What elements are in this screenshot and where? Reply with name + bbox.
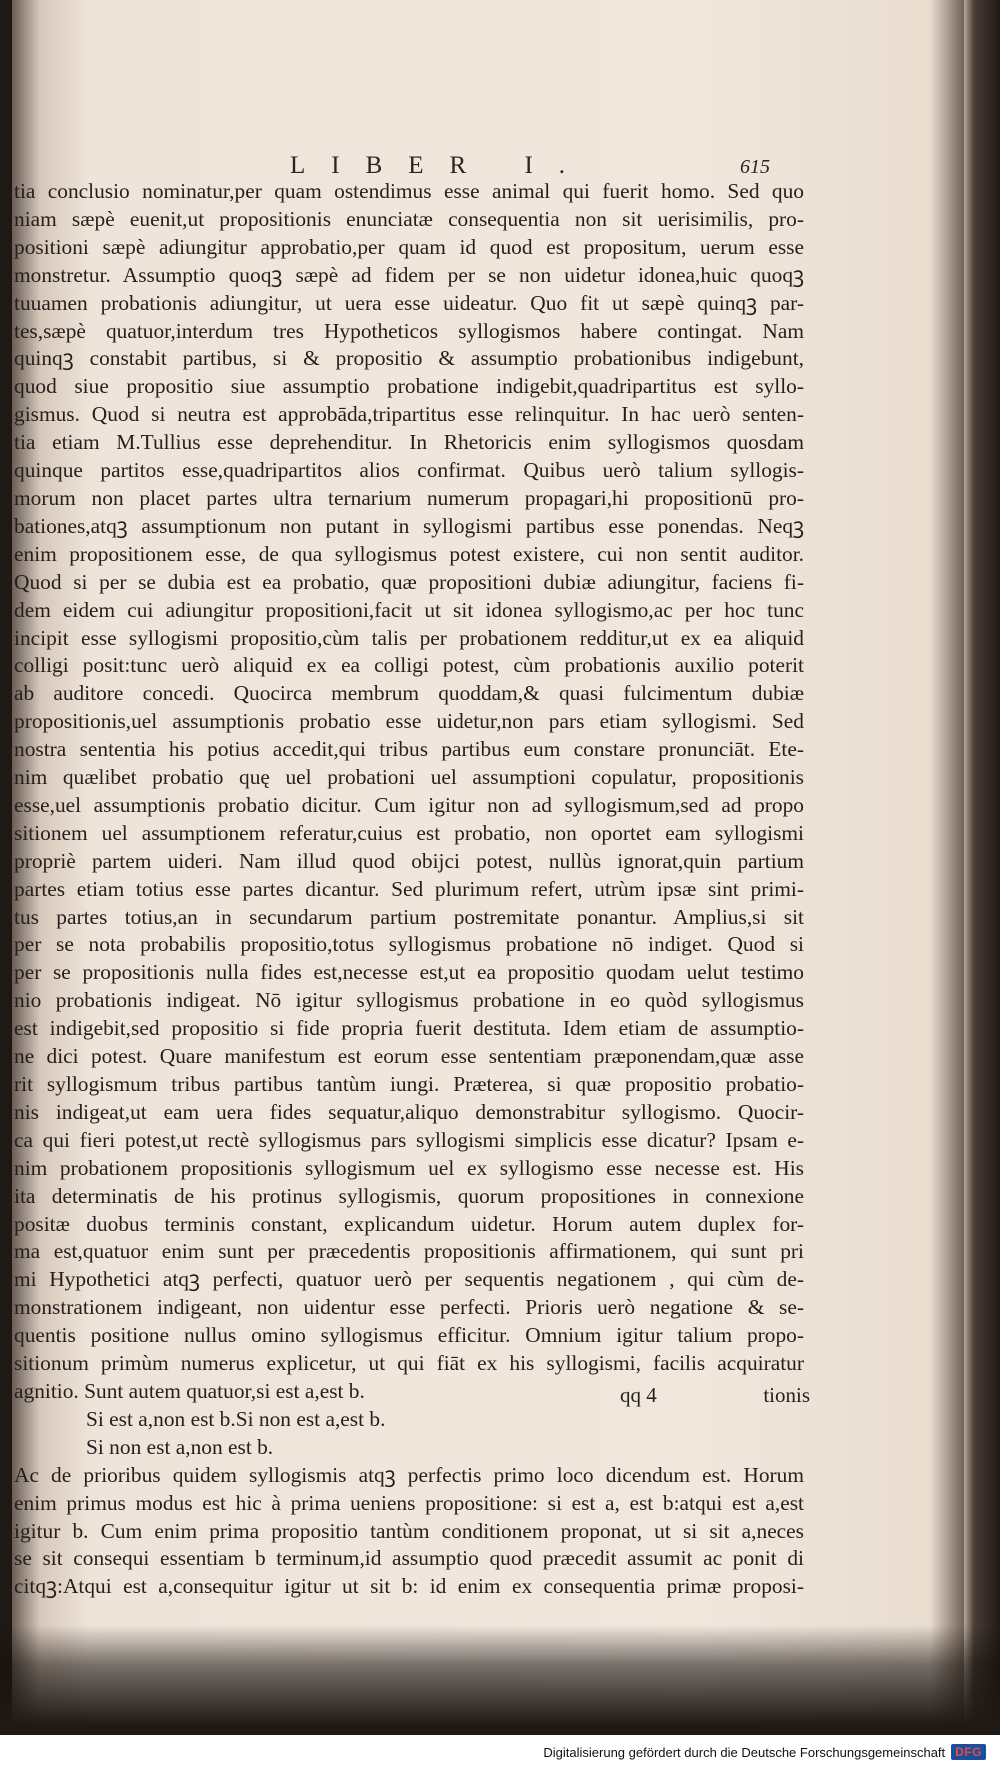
text-line: dem eidem cui adiungitur propositioni,facit ut sit idonea syllogismo,ac per hoc tunc	[14, 597, 804, 622]
text-line: nostra sententia his potius accedit,qui tribus partibus eum constare pronunciāt. Ete-	[14, 737, 804, 762]
text-line: tuuamen probationis adiungitur, ut uera esse uideatur. Quo fit ut sæpè quinqꝫ par-	[14, 290, 804, 315]
text-line: ma est,quatuor enim sunt per præcedentis propositionis affirmationem, qui sunt pri	[14, 1239, 804, 1264]
text-line: enim primus modus est hic à prima ueniens propositione: si est a, est b:atqui est a,est	[14, 1490, 804, 1515]
text-line: gismus. Quod si neutra est approbāda,tripartitus esse relinquitur. In hac uerò senten-	[14, 402, 804, 427]
text-line: sitionem uel assumptionem referatur,cuius est probatio, non oportet eam syllogismi	[14, 820, 804, 845]
formula-line: Si est a,non est b.Si non est a,est b.	[86, 1406, 386, 1431]
text-line: niam sæpè euenit,ut propositionis enunciatæ consequentia non sit uerisimilis, pro-	[14, 206, 804, 231]
text-line: quinque partitos esse,quadripartitos alios confirmat. Quibus uerò talium syllogis-	[14, 458, 804, 483]
text-line: esse,uel assumptionis probatio dicitur. Cum igitur non ad syllogismum,sed ad propo	[14, 792, 804, 817]
funding-text: Digitalisierung gefördert durch die Deutsche Forschungsgemeinschaft	[543, 1744, 946, 1760]
text-line: enim propositionem esse, de qua syllogismus potest existere, cui non sentit auditor.	[14, 541, 804, 566]
text-line: partes etiam totius esse partes dicantur. Sed plurimum refert, utrùm ipsæ sint primi-	[14, 876, 804, 901]
text-line: est indigebit,sed propositio si fide propria fuerit destituta. Idem etiam de assumptio-	[14, 1016, 804, 1041]
text-line: tus partes totius,an in secundarum partium postremitate ponantur. Amplius,si sit	[14, 904, 804, 929]
text-line: tia etiam M.Tullius esse deprehenditur. In Rhetoricis enim syllogismos quosdam	[14, 430, 804, 455]
text-line: quinqꝫ constabit partibus, si & propositio & assumptio probationibus indigebunt,	[14, 346, 804, 371]
text-line: propositionis,uel assumptionis probatio esse uidetur,non pars etiam syllogismi. Sed	[14, 709, 804, 734]
text-line: nis indigeat,ut eam uera fides sequatur,aliquo demonstrabitur syllogismo. Quocir-	[14, 1099, 804, 1124]
text-line: nim probationem propositionis syllogismum uel ex syllogismo esse necesse est. His	[14, 1155, 804, 1180]
text-line: propriè partem uideri. Nam illud quod obijci potest, nullùs ignorat,quin partium	[14, 848, 804, 873]
text-line: positæ duobus terminis constant, explicandum uidetur. Horum autem duplex for-	[14, 1211, 804, 1236]
scan-bottom-shadow	[0, 1625, 1000, 1735]
text-line: tia conclusio nominatur,per quam ostendimus esse animal qui fuerit homo. Sed quo	[14, 179, 804, 203]
formula-line: Si non est a,non est b.	[86, 1434, 274, 1459]
text-line: ab auditore concedi. Quocirca membrum quoddam,& quasi fulcimentum dubiæ	[14, 681, 804, 706]
text-line: colligi posit:tunc uerò aliquid ex ea colligi potest, cùm probationis auxilio poterit	[14, 653, 804, 678]
signature-mark: qq 4	[620, 1383, 657, 1407]
text-line: igitur b. Cum enim prima propositio tantùm conditionem proponat, ut si sit a,neces	[14, 1518, 804, 1543]
dfg-logo: DFG	[951, 1744, 986, 1760]
text-line: monstretur. Assumptio quoqꝫ sæpè ad fidem per se non uidetur idonea,huic quoqꝫ	[14, 262, 804, 287]
funding-footer	[0, 1735, 1000, 1769]
running-head: LIBER I.	[290, 152, 592, 179]
text-line: ca qui fieri potest,ut rectè syllogismus pars syllogismi simplicis esse dicatur? Ipsam e-	[14, 1127, 804, 1152]
page-number: 615	[740, 156, 770, 178]
catchword: tionis	[763, 1383, 810, 1407]
text-line: per se nota probabilis propositio,totus syllogismus probatione nō indiget. Quod si	[14, 932, 804, 957]
text-line: quod siue propositio siue assumptio probatione indigebit,quadripartitus est syllo-	[14, 374, 804, 399]
text-line: sitionum primùm numerus explicetur, ut qui fiāt ex his syllogismi, facilis acquiratur	[14, 1351, 804, 1376]
text-line: per se propositionis nulla fides est,necesse est,ut ea propositio quodam uelut testimo	[14, 960, 804, 985]
text-line: ita determinatis de his protinus syllogismis, quorum propositiones in connexione	[14, 1183, 804, 1208]
text-line: citqꝫ:Atqui est a,consequitur igitur ut sit b: id enim ex consequentia primæ proposi-	[14, 1574, 804, 1599]
text-line: positioni sæpè adiungitur approbatio,per quam id quod est propositum, uerum esse	[14, 234, 804, 259]
text-line: ne dici potest. Quare manifestum est eorum esse sententiam præponendam,quæ asse	[14, 1044, 804, 1069]
text-line: Ac de prioribus quidem syllogismis atqꝫ perfectis primo loco dicendum est. Horum	[14, 1462, 804, 1487]
text-line: morum non placet partes ultra ternarium numerum propagari,hi propositionū pro-	[14, 485, 804, 510]
text-line: nio probationis indigeat. Nō igitur syllogismus probatione in eo quòd syllogismus	[14, 988, 804, 1013]
page-edge	[964, 0, 1000, 1769]
text-line: tes,sæpè quatuor,interdum tres Hypotheticos syllogismos habere contingat. Nam	[14, 318, 804, 343]
text-line: agnitio. Sunt autem quatuor,si est a,est b.	[14, 1378, 365, 1403]
text-line: incipit esse syllogismi propositio,cùm talis per probationem redditur,ut ex ea aliquid	[14, 625, 804, 650]
text-line: bationes,atqꝫ assumptionum non putant in syllogismi partibus esse ponendas. Neqꝫ	[14, 513, 804, 538]
text-line: se sit consequi essentiam b terminum,id assumptio quod præcedit assumit ac ponit di	[14, 1546, 804, 1571]
text-line: monstrationem indigeant, non uidentur esse perfecti. Prioris uerò negatione & se-	[14, 1295, 804, 1320]
catchwords-line	[620, 1383, 810, 1408]
text-line: Quod si per se dubia est ea probatio, quæ propositioni dubiæ adiungitur, faciens fi-	[14, 569, 804, 594]
book-gutter	[0, 0, 12, 1769]
text-line: mi Hypothetici atqꝫ perfecti, quatuor uerò per sequentis negationem , qui cùm de-	[14, 1267, 804, 1292]
text-line: quentis positione nullus omino syllogismus efficitur. Omnium igitur talium propo-	[14, 1323, 804, 1348]
text-line: rit syllogismum tribus partibus tantùm iungi. Præterea, si quæ propositio probatio-	[14, 1072, 804, 1096]
text-line: nim quælibet probatio quę uel probationi uel assumptioni copulatur, propositionis	[14, 765, 804, 790]
